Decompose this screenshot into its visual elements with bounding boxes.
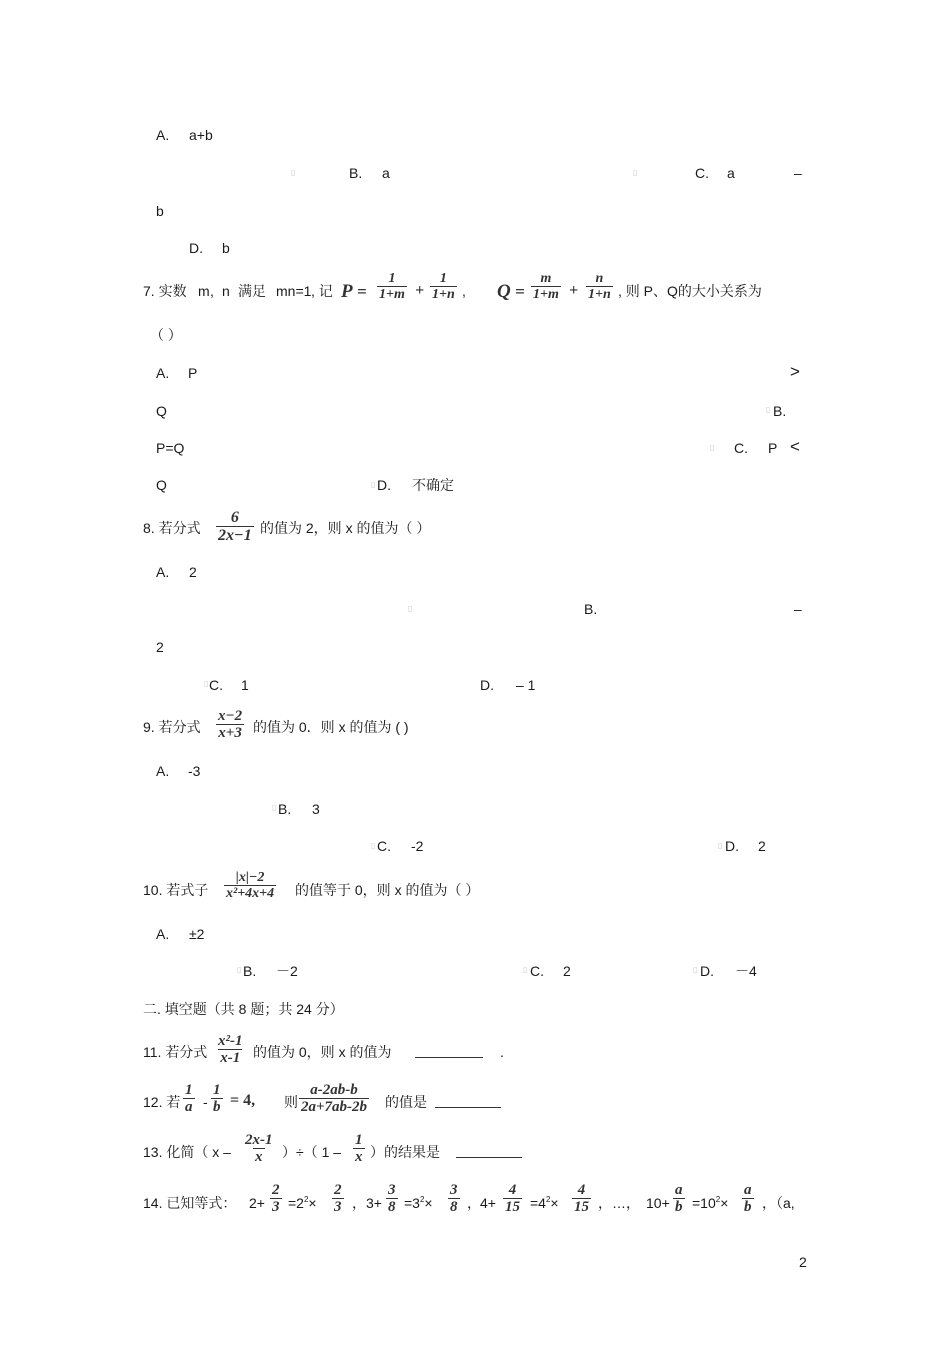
q8-option-a-value: 2	[189, 564, 197, 580]
q6-option-c-continuation: b	[156, 203, 164, 219]
page-number: 2	[799, 1254, 807, 1270]
section-heading: 二. 填空题（共 8 题；共 24 分）	[143, 1001, 344, 1017]
q14-term4-prefix: 10+	[646, 1195, 670, 1211]
q11-end-period: .	[500, 1044, 504, 1060]
q7-option-c-value: P	[768, 440, 778, 456]
q14-stem: 14. 已知等式：	[143, 1195, 237, 1211]
q7-fraction-p1: $\frac{1}{1+m}$	[379, 271, 405, 302]
q8-stem-tail: 的值为 2，则 x 的值为（ ）	[260, 520, 431, 536]
q7-option-c-label: C.	[734, 440, 748, 456]
q10-fraction: $\frac{|x|-2}{\text{x²+4x+4}}$	[226, 870, 275, 901]
q8-option-b-label: B.	[584, 601, 598, 617]
q7-plus-2: +	[569, 282, 579, 299]
q10-option-b-value: －2	[276, 963, 298, 979]
q7-var-n: n	[222, 283, 230, 299]
q14-term2-fraction: $\frac{3}{8}$	[388, 1182, 396, 1215]
marker-icon: ▯	[291, 168, 296, 177]
q12-stem-tail: 的值是	[385, 1094, 427, 1110]
q7-less-than: <	[790, 437, 800, 456]
q12-answer-blank	[435, 1095, 501, 1110]
q7-condition: mn=1	[276, 283, 312, 299]
q10-option-b-label: B.	[243, 963, 257, 979]
marker-icon: ▯	[633, 168, 638, 177]
q14-term1-fraction-repeat: $\frac{2}{3}$	[334, 1182, 342, 1215]
q12-fraction-1: $\frac{1}{a}$	[185, 1082, 193, 1115]
q14-term2-fraction-repeat: $\frac{3}{8}$	[450, 1182, 458, 1215]
q14-term2-prefix: 3+	[366, 1195, 382, 1211]
q13-stem: 13. 化简（ x –	[143, 1144, 231, 1160]
q10-stem: 10. 若式子	[143, 882, 209, 898]
q11-fraction: $\frac{\text{x²-1}}{x-1}$	[218, 1033, 243, 1066]
q14-term3-fraction-repeat: $\frac{4}{15}$	[574, 1182, 589, 1215]
q9-option-c-label: C.	[377, 838, 391, 854]
q7-satisfy: 满足	[238, 283, 266, 299]
q8-option-a-label: A.	[156, 564, 170, 580]
q14-sep: ，	[352, 1195, 366, 1211]
q7-option-b-value: P=Q	[156, 440, 185, 456]
q9-option-c-value: -2	[411, 838, 424, 854]
q8-option-d-label: D.	[480, 677, 494, 693]
q7-option-a-value: P	[188, 365, 198, 381]
q7-plus: +	[415, 282, 425, 299]
q7-equals-2: =	[515, 282, 525, 301]
q8-stem: 8. 若分式	[143, 520, 201, 536]
q14-term4-fraction: $\frac{a}{b}$	[675, 1182, 683, 1215]
q7-answer-parentheses: （ ）	[150, 327, 182, 343]
q7-equals: =	[357, 282, 367, 301]
q7-stem-tail: , 则 P、Q的大小关系为	[618, 283, 762, 299]
q14-term1-equals: $=2^2\times$	[288, 1195, 317, 1211]
q11-stem: 11. 若分式	[143, 1044, 208, 1060]
q9-stem-tail: 的值为 0．则 x 的值为 ( )	[253, 719, 409, 735]
q6-option-b-label: B.	[349, 165, 363, 181]
q7-comma: ,	[210, 283, 214, 299]
q10-option-a-label: A.	[156, 926, 170, 942]
q9-option-b-value: 3	[312, 801, 320, 817]
q6-option-c-label: C.	[695, 165, 709, 181]
q7-fraction-q1: $\frac{m}{1+m}$	[533, 271, 559, 302]
q9-option-a-label: A.	[156, 763, 170, 779]
q6-option-b-value: a	[382, 165, 390, 181]
q8-option-c-value: 1	[241, 677, 249, 693]
q7-option-d-label: D.	[377, 477, 391, 493]
marker-icon: ▯	[371, 480, 376, 489]
marker-icon: ▯	[693, 965, 698, 974]
q13-fraction-1: $\frac{2x-1}{x}$	[245, 1132, 273, 1165]
q14-sep: ，	[467, 1195, 481, 1211]
q10-option-c-value: 2	[563, 963, 571, 979]
q9-option-d-value: 2	[758, 838, 766, 854]
q6-option-a-label: A.	[156, 127, 170, 143]
q11-answer-blank	[415, 1045, 483, 1060]
q6-option-d-value: b	[222, 240, 230, 256]
q14-ellipsis: ，…，	[598, 1195, 640, 1211]
q12-fraction-3: $\frac{a-2ab-b}{2a+7ab-2b}$	[301, 1082, 368, 1115]
q8-option-b-dash: –	[794, 601, 802, 617]
q7-fraction-p2: $\frac{1}{1+n}$	[432, 271, 455, 302]
q6-option-c-dash: –	[794, 165, 802, 181]
q13-answer-blank	[456, 1145, 522, 1160]
marker-icon: ▯	[237, 965, 242, 974]
q8-option-d-value: – 1	[516, 677, 536, 693]
q14-term1-prefix: 2+	[249, 1195, 265, 1211]
q13-stem-tail: ）的结果是	[370, 1144, 440, 1160]
q14-term3-fraction: $\frac{4}{15}$	[505, 1182, 520, 1215]
q6-option-d-label: D.	[189, 240, 203, 256]
q14-tail: ，（a,	[762, 1195, 795, 1211]
q9-stem: 9. 若分式	[143, 719, 201, 735]
q7-option-b-label: B.	[773, 403, 787, 419]
q9-fraction: $\frac{x-2}{x+3}$	[218, 708, 243, 741]
q9-option-d-label: D.	[725, 838, 739, 854]
q8-fraction: $\frac{6}{2x-1}$	[218, 509, 252, 544]
marker-icon: ▯	[272, 803, 277, 812]
q12-stem: 12. 若	[143, 1094, 181, 1110]
q8-option-c-label: C.	[209, 677, 223, 693]
q10-option-d-value: －4	[735, 963, 757, 979]
q7-fraction-q2: $\frac{n}{1+n}$	[588, 271, 611, 302]
marker-icon: ▯	[408, 604, 413, 613]
q7-Q-symbol: Q	[497, 281, 511, 302]
q14-term4-fraction-repeat: $\frac{a}{b}$	[744, 1182, 752, 1215]
q7-option-d-value: 不确定	[412, 477, 454, 493]
q7-comma-2: ,	[462, 283, 466, 299]
q7-option-c-continuation: Q	[156, 477, 167, 493]
marker-icon: ▯	[766, 405, 771, 414]
q6-option-a-value: a+b	[189, 127, 213, 143]
q7-stem-prefix: 7. 实数	[143, 283, 187, 299]
q12-equals-four: = 4,	[230, 1092, 256, 1109]
q11-stem-tail: 的值为 0，则 x 的值为	[253, 1044, 392, 1060]
q13-middle: ）÷（ 1 –	[282, 1144, 342, 1160]
q14-term2-equals: $=3^2\times$	[404, 1195, 433, 1211]
marker-icon: ▯	[718, 841, 723, 850]
q7-ji: , 记	[311, 283, 333, 299]
q7-var-m: m	[198, 283, 210, 299]
q12-fraction-2: $\frac{1}{b}$	[213, 1082, 221, 1115]
q7-P-symbol: P	[341, 281, 353, 302]
q9-option-b-label: B.	[278, 801, 292, 817]
q10-option-c-label: C.	[530, 963, 544, 979]
q10-stem-tail: 的值等于 0，则 x 的值为（ ）	[295, 882, 480, 898]
q10-option-d-label: D.	[700, 963, 714, 979]
q14-term3-prefix: 4+	[480, 1195, 496, 1211]
q7-option-a-continuation: Q	[156, 403, 167, 419]
q12-ze: 则	[284, 1094, 298, 1110]
q6-option-c-value: a	[727, 165, 735, 181]
marker-icon: ▯	[204, 679, 209, 688]
q7-greater-than: >	[790, 362, 800, 381]
marker-icon: ▯	[371, 841, 376, 850]
q14-term4-equals: $=10^2\times$	[692, 1195, 729, 1211]
marker-icon: ▯	[710, 443, 715, 452]
q14-term3-equals: $=4^2\times$	[530, 1195, 559, 1211]
q14-term1-fraction: $\frac{2}{3}$	[272, 1182, 280, 1215]
q10-option-a-value: ±2	[189, 926, 205, 942]
q9-option-a-value: -3	[188, 763, 201, 779]
marker-icon: ▯	[523, 965, 528, 974]
q7-option-a-label: A.	[156, 365, 170, 381]
q8-option-b-continuation: 2	[156, 639, 164, 655]
q12-minus: -	[203, 1094, 208, 1110]
q13-fraction-2: $\frac{1}{x}$	[355, 1132, 363, 1165]
